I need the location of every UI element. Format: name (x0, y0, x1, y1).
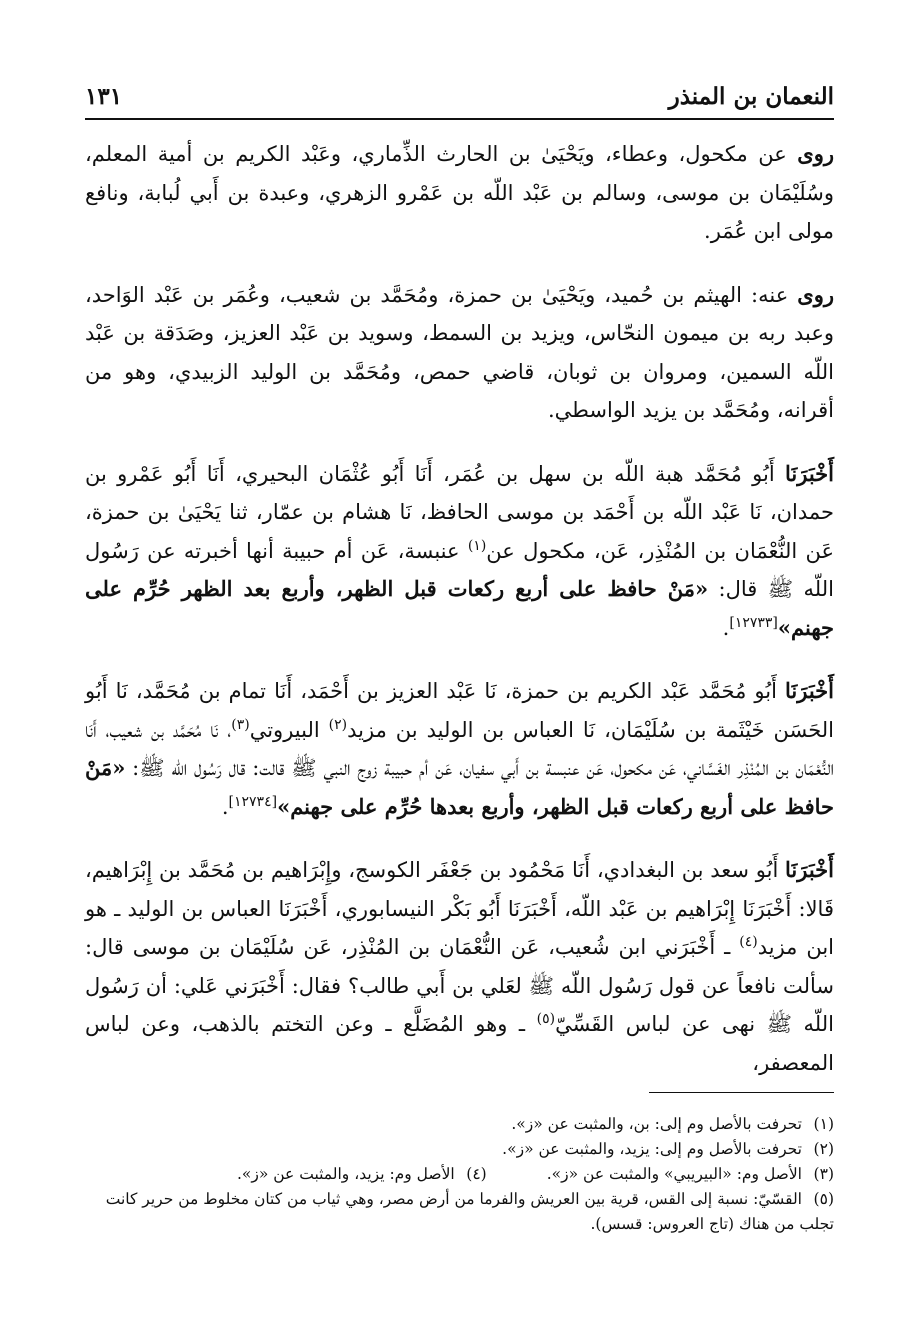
footnote-rule (649, 1092, 834, 1093)
paragraph-hadith-3 (85, 851, 834, 1082)
chain-text: البيروتي (249, 717, 329, 742)
footnote-text: تحرفت بالأصل وم إلى: يزيد، والمثبت عن «ز». (502, 1140, 802, 1158)
running-header (85, 70, 834, 110)
paragraph-lead: روى (797, 141, 834, 166)
chain-text: أَبُو مُحَمَّد عَبْد الكريم بن حمزة، نَا عَبْد العزيز بن أَحْمَد، أَنَا تمام بن مُحَمَّد، نَا أَبُو الحَسَن خَيْثَمة بن سُلَيْمَان، نَا العباس بن الوليد بن مزيد (85, 679, 834, 742)
paragraph-lead: أَخْبَرَنَا (785, 460, 834, 486)
paragraph-lead: روى (797, 281, 834, 307)
footnote-ref[interactable]: (٢) (328, 716, 348, 733)
main-text (85, 135, 834, 1107)
footnote-text: القسّيّ: نسبة إلى القس، قرية بين العريش والفرما من أرض مصر، وهي ثياب من كتان مخلوط من حرير كانت تجلب من هناك (تاج العروس: قسس). (105, 1190, 834, 1233)
paragraph-end: . (221, 794, 229, 819)
footnote-1 (85, 1112, 834, 1137)
paragraph-hadith-1 (85, 455, 834, 648)
paragraph-text: عن مكحول، وعطاء، ويَحْيَىٰ بن الحارث الذِّماري، وعَبْد الكريم بن أمية المعلم، وسُلَيْمَان بن موسى، وسالم بن عَبْد اللّه بن عَمْرو الزهري، وعبدة بن أَبي لُبابة، ونافع مولى ابن عُمَر. (85, 142, 834, 243)
chain-text: أَبُو مُحَمَّد هبة اللّه بن سهل بن عُمَر، أَنَا أَبُو عُثْمَان البحيري، أَنَا أَبُو عَمْرو بن حمدان، نَا عَبْد اللّه بن أَحْمَد بن موسى الحافظ، نَا هشام بن عمّار، ثنا يَحْيَىٰ بن حمزة، عَن النُّعْمَان بن المُنْذِر، عَن، مكحول عن (85, 461, 834, 563)
chain-text: أَبُو سعد بن البغدادي، أَنَا مَحْمُود بن جَعْفَر الكوسج، وإِبْرَاهيم بن مُحَمَّد بن إِبْرَاهيم، قَالا: أَخْبَرَنَا إِبْرَاهيم بن عَبْد اللّه، أَخْبَرَنَا أَبُو بَكْر النيسابوري، أَخْبَرَنَا العباس بن الوليد ـ هو ابن مزيد (85, 858, 834, 959)
hadith-number: [١٢٧٣٣] (729, 614, 778, 631)
footnote-number: (٣) (813, 1165, 834, 1183)
footnote-ref[interactable]: (٥) (536, 1011, 556, 1027)
paragraph-text: عنه: الهيثم بن حُميد، ويَحْيَىٰ بن حمزة، ومُحَمَّد بن شعيب، وعُمَر بن عَبْد الوَاحد، وعبد ربه بن ميمون النحّاس، ويزيد بن السمط، وسويد بن عَبْد العزيز، وصَدَقة بن عَبْد اللّه السمين، ومروان بن ثوبان، قاضي حمص، ومُحَمَّد بن الوليد الزبيدي، وهو من أقرانه، ومُحَمَّد بن يزيد الواسطي. (85, 282, 834, 422)
footnote-3 (547, 1162, 834, 1187)
footnote-text: الأصل وم: يزيد، والمثبت عن «ز». (236, 1165, 455, 1183)
footnote-5 (85, 1187, 834, 1237)
footnote-ref[interactable]: (٤) (739, 934, 758, 950)
chain-text: ـ أَخْبَرَني ابن شُعيب، عَن النُّعْمَان بن المُنْذِر، عَن سُلَيْمَان بن موسى قال: سألت نافعاً عن قول رَسُول اللّه ﷺ لعَلي بن أَبي طالب؟ فقال: أَخْبَرَني عَلي: أن رَسُول اللّه ﷺ نهى عن لباس القَسِّيّ (85, 935, 834, 1036)
footnote-row (85, 1162, 834, 1187)
footnote-ref[interactable]: (١) (467, 537, 487, 554)
footnote-4 (237, 1162, 487, 1187)
paragraph-end: . (722, 615, 730, 640)
chain-text: ـ وهو المُضَلَّع ـ وعن التختم بالذهب، وعن لباس المعصفر، (85, 1012, 834, 1075)
header-rule (85, 118, 834, 120)
paragraph-narrated-by (85, 276, 834, 430)
paragraph-lead: أَخْبَرَنَا (785, 678, 834, 703)
page-number: ١٣١ (85, 83, 123, 110)
running-title: النعمان بن المنذر (668, 83, 834, 110)
footnote-text: الأصل وم: «البيريبي» والمثبت عن «ز». (546, 1165, 802, 1183)
footnote-number: (٥) (813, 1190, 834, 1208)
footnote-text: تحرفت بالأصل وم إلى: بن، والمثبت عن «ز». (511, 1115, 802, 1133)
hadith-number: [١٢٧٣٤] (228, 793, 278, 810)
hadith-text: «مَنْ حافظ على أربع ركعات قبل الظهر، وأربع بعدها حُرِّم على جهنم» (85, 755, 834, 819)
footnotes (85, 1112, 834, 1237)
paragraph-lead: أَخْبَرَنَا (785, 857, 834, 882)
footnote-number: (١) (813, 1115, 834, 1133)
footnote-ref[interactable]: (٣) (231, 716, 250, 733)
footnote-number: (٢) (813, 1140, 834, 1158)
footnote-2 (85, 1137, 834, 1162)
hadith-text: «مَنْ حافظ على أربع ركعات قبل الظهر، وأربع بعد الظهر حُرِّم على جهنم» (85, 576, 834, 640)
chain-text: ، نَا مُحَمَّد بن شعيب، أَنَا النُّعْمَان بن المُنْذِر الغَسَّاني، عَن مكحول، عَن عنبسة بن أَبي سفيان، عَن أم حبيبة زوج النبي ﷺ قالت: قال رَسُول اللّه ﷺ: (85, 717, 834, 780)
chain-text: عنبسة، عَن أم حبيبة أنها أخبرته عن رَسُول اللّه ﷺ قال: (85, 538, 834, 601)
paragraph-narrated-from (85, 135, 834, 251)
footnote-number: (٤) (466, 1165, 487, 1183)
paragraph-hadith-2 (85, 672, 834, 826)
